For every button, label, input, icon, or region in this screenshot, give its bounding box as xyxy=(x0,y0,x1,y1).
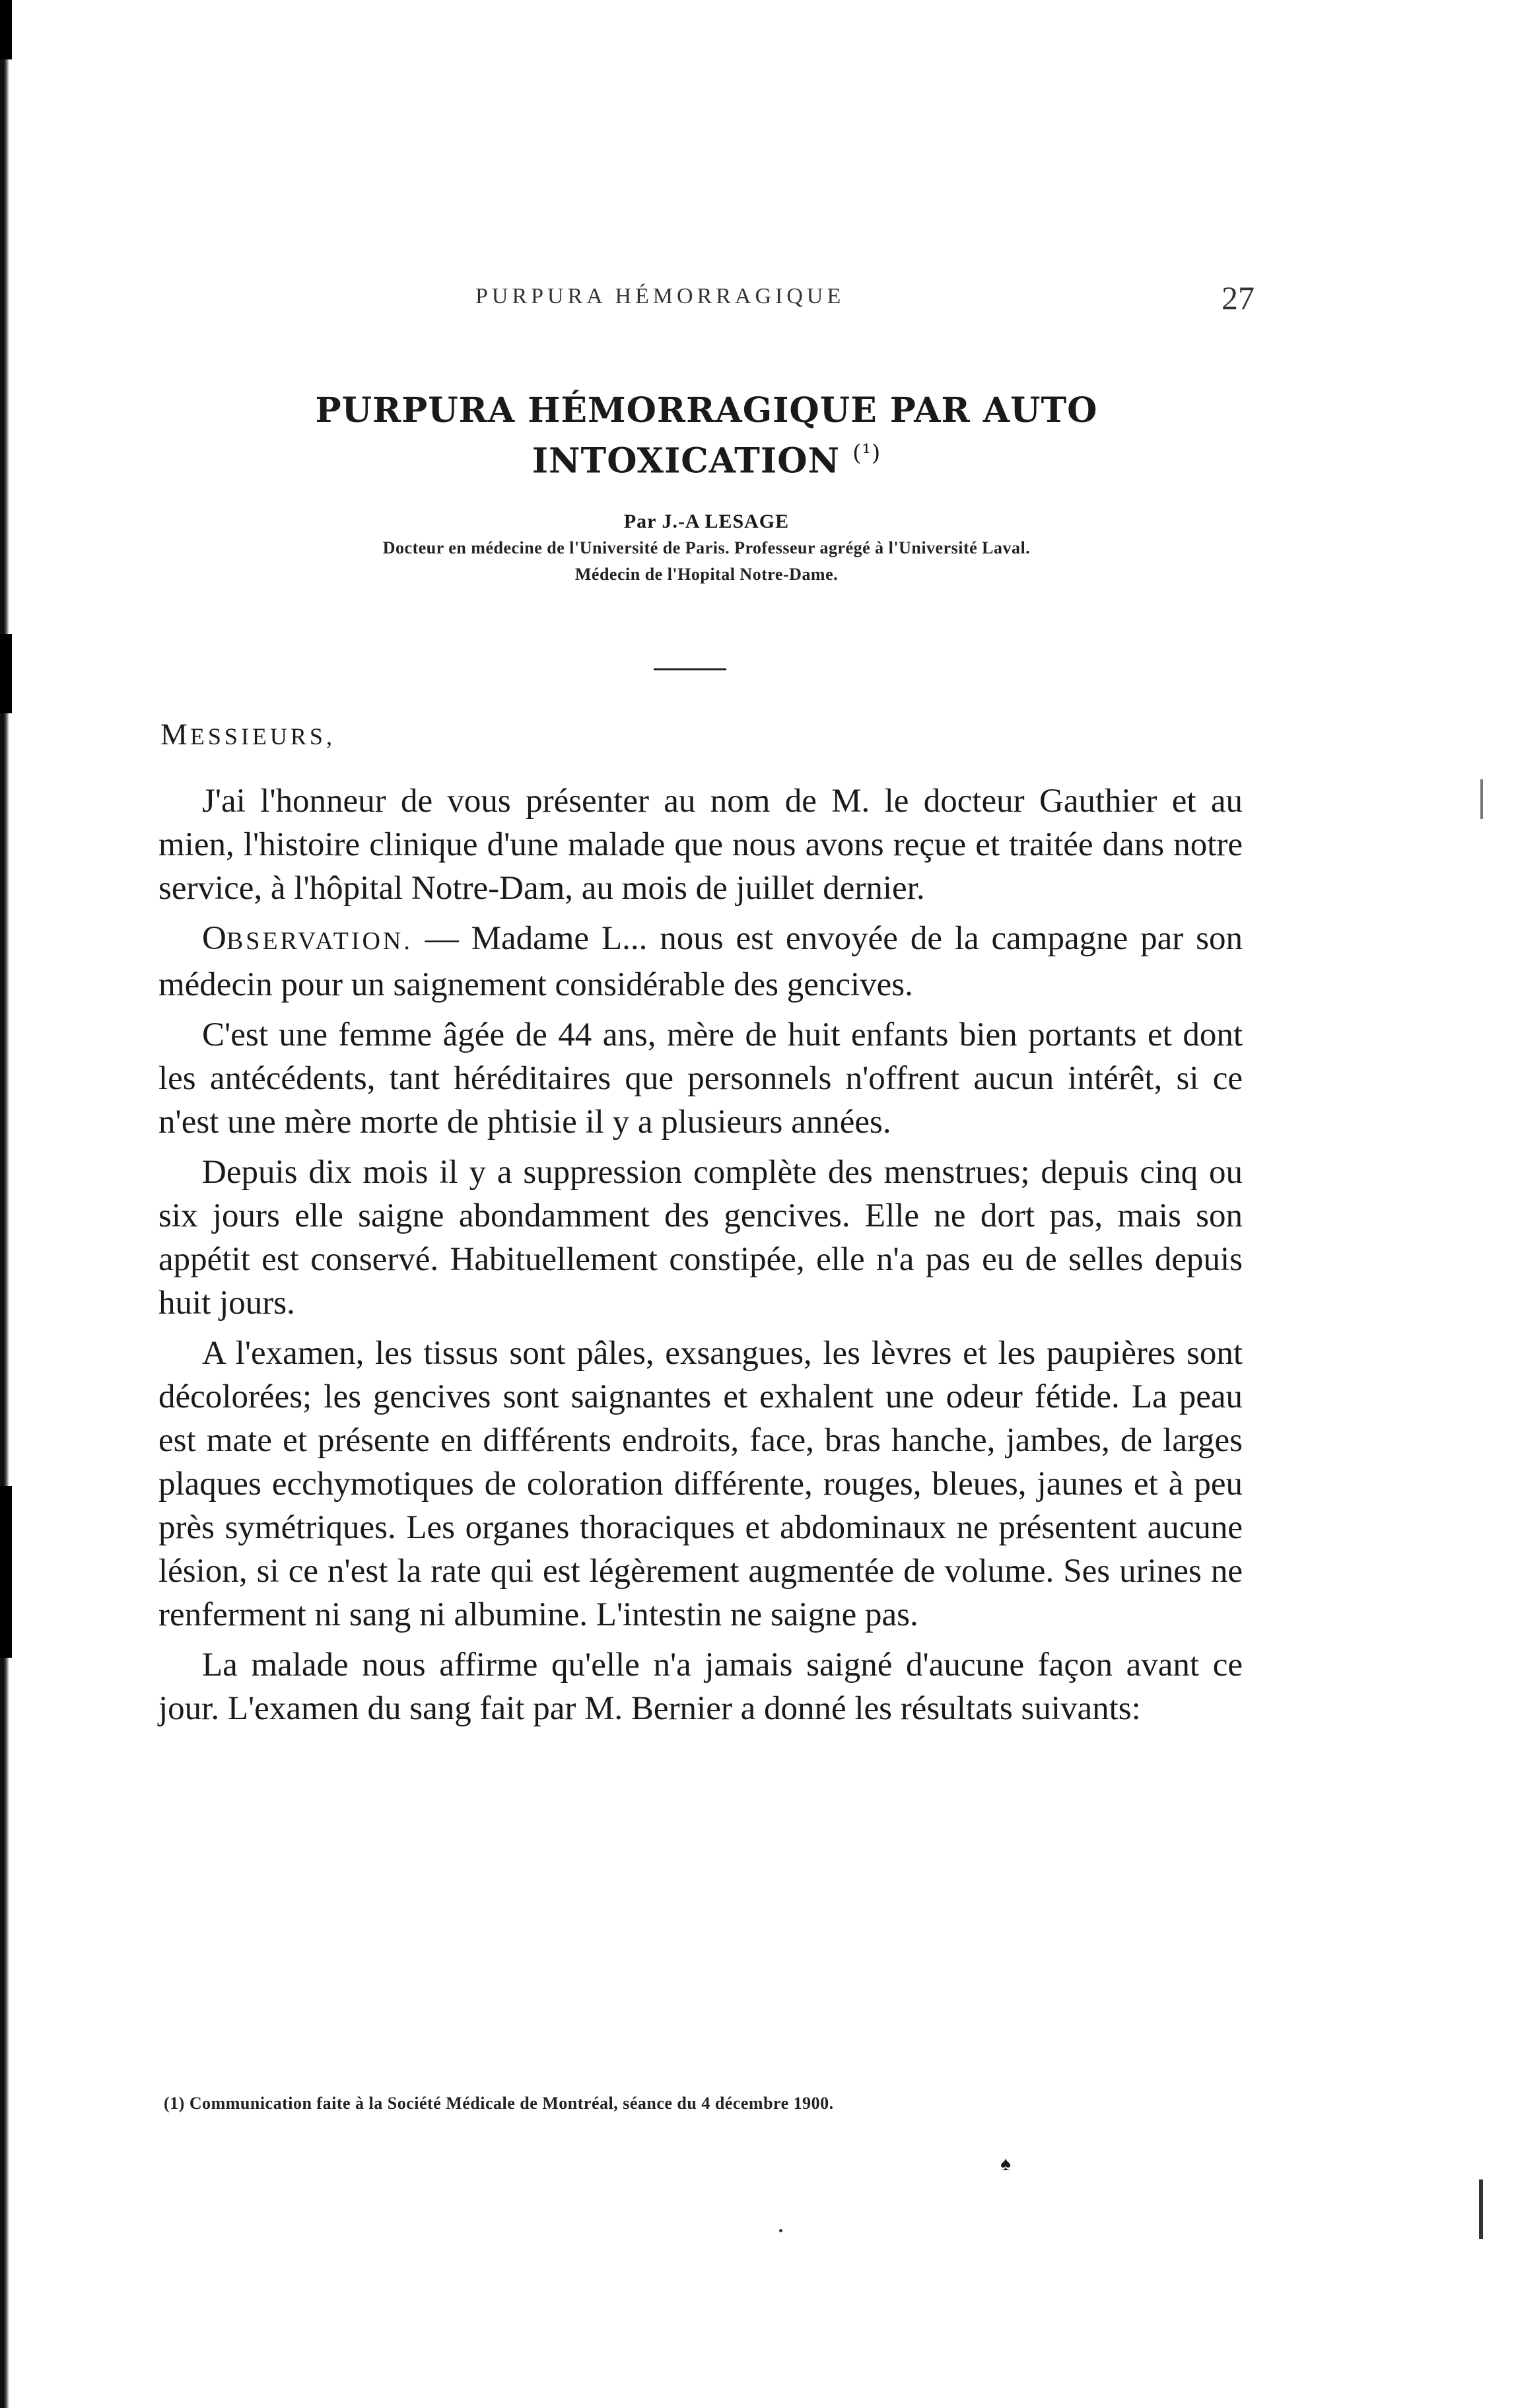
separator-rule xyxy=(654,668,726,670)
footnote-marker: (¹) xyxy=(852,440,881,466)
paragraph: J'ai l'honneur de vous présenter au nom de M. le docteur Gauthier et au mien, l'histoire clinique d'une malade que nous avons reçue et traitée dans notre service, à l'hôpital Notre-Dam, au mois de juillet dernier. xyxy=(158,783,1243,907)
affiliation-line-2: Médecin de l'Hopital Notre-Dame. xyxy=(574,565,839,584)
scan-speck xyxy=(1480,779,1483,819)
scan-edge-mark xyxy=(0,1486,12,1658)
page-number: 27 xyxy=(1222,279,1255,316)
article-title xyxy=(158,390,1255,482)
salutation xyxy=(160,717,335,752)
scan-speck xyxy=(1479,2179,1483,2239)
paragraph: C'est une femme âgée de 44 ans, mère de huit enfants bien portants et dont les antécédents, tant héréditaires que personnels n'offrent aucun intérêt, si ce n'est une mère morte de phtisie il y a plusieurs années. xyxy=(158,1016,1243,1141)
running-head xyxy=(158,279,1255,330)
affiliation-line-1: Docteur en médecine de l'Université de Paris. Professeur agrégé à l'Université Laval. xyxy=(382,538,1031,557)
observation-initial: O xyxy=(202,920,226,957)
paragraph: A l'examen, les tissus sont pâles, exsangues, les lèvres et les paupières sont décolorées; les gencives sont saignantes et exhalent une odeur fétide. La peau est mate et présente en différents endroits, face, bras hanche, jambes, de larges plaques ecchymotiques de coloration différente, rouges, bleues, jaunes et à peu près symétriques. Les organes thoraciques et abdominaux ne présentent aucune lésion, si ce n'est la rate qui est légèrement augmentée de volume. Ses urines ne renferment ni sang ni albumine. L'intestin ne saigne pas. xyxy=(158,1335,1243,1633)
scan-edge-mark xyxy=(0,634,12,713)
paragraph: Depuis dix mois il y a suppression complète des menstrues; depuis cinq ou six jours elle saigne abondamment des gencives. Elle ne dort pas, mais son appétit est conservé. Habituellement constipée, elle n'a pas eu de selles depuis huit jours. xyxy=(158,1154,1243,1322)
scan-edge-mark xyxy=(0,0,12,59)
author: Par J.-A LESAGE xyxy=(623,511,790,532)
paragraph: La malade nous affirme qu'elle n'a jamais saigné d'aucune façon avant ce jour. L'examen du sang fait par M. Bernier a donné les résultats suivants: xyxy=(158,1647,1243,1727)
observation-text: — Madame L... nous est envoyée de la campagne par son médecin pour un saignement considérable des gencives. xyxy=(158,920,1243,1003)
title-line-1: PURPURA HÉMORRAGIQUE PAR AUTO xyxy=(315,390,1098,431)
paragraph-observation xyxy=(158,917,1243,1007)
byline xyxy=(158,509,1255,588)
observation-label: BSERVATION. xyxy=(226,927,413,955)
scan-speck xyxy=(779,2229,782,2232)
salutation-rest: ESSIEURS, xyxy=(190,723,335,750)
scan-edge xyxy=(0,0,9,2408)
signature-mark: ♠ xyxy=(1000,2153,1011,2175)
salutation-initial: M xyxy=(160,717,190,751)
title-line-2 xyxy=(158,432,1255,482)
footnote: (1) Communication faite à la Société Médicale de Montréal, séance du 4 décembre 1900. xyxy=(164,2094,834,2113)
title-line-2-text: INTOXICATION xyxy=(532,441,841,481)
running-title: PURPURA HÉMORRAGIQUE xyxy=(475,284,845,308)
body-text xyxy=(158,779,1243,1737)
